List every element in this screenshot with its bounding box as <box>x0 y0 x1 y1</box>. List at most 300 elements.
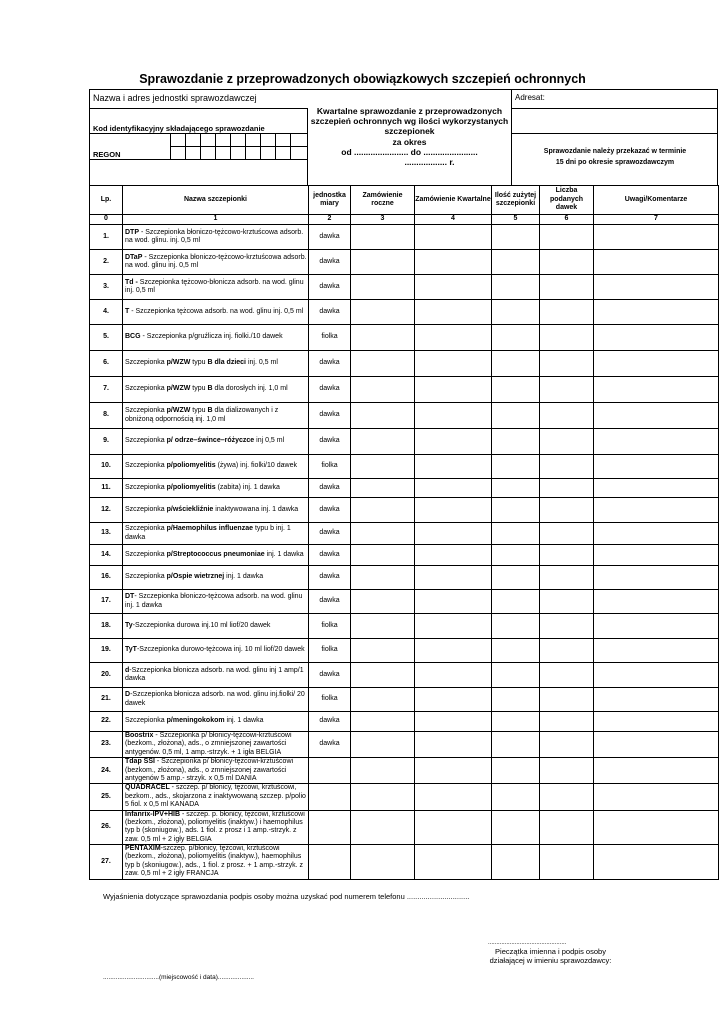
row-vaccine-name <box>123 614 309 639</box>
row-annual-order-cell[interactable] <box>351 784 415 810</box>
row-lp: 5. <box>90 325 123 351</box>
row-quarterly-order-cell[interactable] <box>415 758 492 784</box>
row-comments-cell[interactable] <box>594 614 719 639</box>
row-used-amount-cell[interactable] <box>492 377 540 403</box>
row-unit: dawka <box>309 545 351 566</box>
vaccine-name-part: -szczep. p/błonicy, tężcowi, krztuścowi (bezkom., złożona), poliomyelitis (inaktyw.), haemophilus typ b (skoniugow.), ads., 1 fiol. z prosz. + 1 amp.-strzyk. z zaw. 0,5 ml + 2 igły FRANCJA <box>125 845 303 878</box>
row-unit: dawka <box>309 523 351 545</box>
row-doses-given-cell[interactable] <box>540 225 594 250</box>
deadline-line-1: Sprawozdanie należy przekazać w terminie <box>543 148 687 155</box>
row-vaccine-name <box>123 845 309 880</box>
vaccine-name-part: Boostrix <box>125 732 154 739</box>
row-used-amount-cell[interactable] <box>492 351 540 377</box>
row-vaccine-name <box>123 758 309 784</box>
row-annual-order-cell[interactable] <box>351 498 415 523</box>
vaccine-name-part: Szczepionka <box>125 359 167 367</box>
row-used-amount-cell[interactable] <box>492 325 540 351</box>
row-quarterly-order-cell[interactable] <box>415 325 492 351</box>
row-comments-cell[interactable] <box>594 275 719 300</box>
row-used-amount-cell[interactable] <box>492 429 540 455</box>
row-comments-cell[interactable] <box>594 590 719 614</box>
row-annual-order-cell[interactable] <box>351 566 415 590</box>
vaccine-name-part: Szczepionka <box>125 462 167 470</box>
row-doses-given-cell[interactable] <box>540 377 594 403</box>
vaccine-name-part: inj. 1 dawka <box>224 717 264 725</box>
table-header-row <box>90 186 719 215</box>
row-comments-cell[interactable] <box>594 566 719 590</box>
row-unit: fiolka <box>309 455 351 479</box>
row-quarterly-order-cell[interactable] <box>415 455 492 479</box>
row-comments-cell[interactable] <box>594 758 719 784</box>
row-lp: 12. <box>90 498 123 523</box>
vaccine-name-part: T <box>125 307 130 315</box>
row-used-amount-cell[interactable] <box>492 639 540 663</box>
row-comments-cell[interactable] <box>594 250 719 275</box>
row-lp: 11. <box>90 479 123 498</box>
row-lp: 24. <box>90 758 123 784</box>
row-vaccine-name <box>123 479 309 498</box>
period-year: .................. r. <box>404 156 455 167</box>
row-quarterly-order-cell[interactable] <box>415 429 492 455</box>
row-annual-order-cell[interactable] <box>351 403 415 429</box>
stamp-signature-block <box>488 940 613 965</box>
table-row <box>90 325 719 351</box>
table-row <box>90 403 719 429</box>
row-comments-cell[interactable] <box>594 351 719 377</box>
row-doses-given-cell[interactable] <box>540 639 594 663</box>
row-quarterly-order-cell[interactable] <box>415 300 492 325</box>
table-row <box>90 758 719 784</box>
row-comments-cell[interactable] <box>594 688 719 712</box>
row-comments-cell[interactable] <box>594 784 719 810</box>
row-annual-order-cell[interactable] <box>351 590 415 614</box>
row-comments-cell[interactable] <box>594 479 719 498</box>
col-number: 6 <box>540 215 594 225</box>
row-used-amount-cell[interactable] <box>492 732 540 758</box>
report-title-line-2: szczepień ochronnych wg ilości wykorzystanych <box>310 116 509 127</box>
vaccine-name-part: (żywa) inj. fiolki/10 dawek <box>215 462 297 470</box>
row-doses-given-cell[interactable] <box>540 300 594 325</box>
row-lp: 19. <box>90 639 123 663</box>
row-used-amount-cell[interactable] <box>492 712 540 732</box>
vaccine-name-part: p/Haemophilus influenzae <box>166 525 253 533</box>
vaccine-name-part: p/wściekliźnie <box>166 505 214 513</box>
page-title: Sprawozdanie z przeprowadzonych obowiązkowych szczepień ochronnych <box>139 72 586 86</box>
row-used-amount-cell[interactable] <box>492 498 540 523</box>
row-vaccine-name <box>123 325 309 351</box>
row-lp: 20. <box>90 663 123 688</box>
vaccine-name-part: QUADRACEL <box>125 784 170 792</box>
row-annual-order-cell[interactable] <box>351 712 415 732</box>
table-row <box>90 663 719 688</box>
row-vaccine-name <box>123 403 309 429</box>
row-comments-cell[interactable] <box>594 639 719 663</box>
row-annual-order-cell[interactable] <box>351 275 415 300</box>
row-doses-given-cell[interactable] <box>540 455 594 479</box>
row-unit: dawka <box>309 732 351 758</box>
vaccine-name-part: D <box>125 691 131 699</box>
row-unit: dawka <box>309 712 351 732</box>
row-used-amount-cell[interactable] <box>492 250 540 275</box>
row-lp: 1. <box>90 225 123 250</box>
row-used-amount-cell[interactable] <box>492 275 540 300</box>
table-row <box>90 351 719 377</box>
vaccine-name-part: - Szczepionka p/ błonicy-tężcowi-krztuścowi (bezkom., złożona), ads., o zmniejszonej zawartości antygenów. 0,5 ml, 1 amp.-strzyk. + 1 igła BELGIA <box>125 732 292 756</box>
row-quarterly-order-cell[interactable] <box>415 351 492 377</box>
vaccine-name-part: -Szczepionka durowo-tężcowa inj. 10 ml liof/20 dawek <box>136 646 305 654</box>
row-used-amount-cell[interactable] <box>492 479 540 498</box>
table-row <box>90 300 719 325</box>
row-unit: dawka <box>309 250 351 275</box>
report-period-block <box>308 106 511 167</box>
row-used-amount-cell[interactable] <box>492 845 540 880</box>
row-vaccine-name <box>123 663 309 688</box>
vaccine-name-part: - Szczepionka p/gruźlicza inj. fiolki./10 dawek <box>140 333 283 341</box>
row-annual-order-cell[interactable] <box>351 225 415 250</box>
row-quarterly-order-cell[interactable] <box>415 639 492 663</box>
vaccine-name-part: p/poliomyelitis <box>166 483 216 491</box>
row-doses-given-cell[interactable] <box>540 479 594 498</box>
vaccine-name-part: inj 0,5 ml <box>254 437 285 445</box>
vaccine-name-part: Td - <box>125 278 140 286</box>
vaccine-name-part: p/Ospie wietrznej <box>166 573 225 581</box>
table-row <box>90 732 719 758</box>
row-vaccine-name <box>123 590 309 614</box>
row-quarterly-order-cell[interactable] <box>415 732 492 758</box>
table-row <box>90 614 719 639</box>
vaccine-name-part: DTaP <box>125 253 143 261</box>
col-number: 4 <box>415 215 492 225</box>
row-annual-order-cell[interactable] <box>351 325 415 351</box>
row-doses-given-cell[interactable] <box>540 351 594 377</box>
row-vaccine-name <box>123 498 309 523</box>
row-annual-order-cell[interactable] <box>351 663 415 688</box>
vaccine-name-part: inj. 1 dawka <box>264 550 304 558</box>
row-vaccine-name <box>123 275 309 300</box>
vaccine-name-part: Ty <box>125 621 133 629</box>
row-doses-given-cell[interactable] <box>540 325 594 351</box>
row-quarterly-order-cell[interactable] <box>415 498 492 523</box>
vaccine-name-part: -Szczepionka błonicza adsorb. na wod. glinu inj 1 amp/1 dawka <box>125 666 304 682</box>
table-row <box>90 566 719 590</box>
deadline-note <box>512 146 718 168</box>
row-vaccine-name <box>123 566 309 590</box>
row-doses-given-cell[interactable] <box>540 712 594 732</box>
row-doses-given-cell[interactable] <box>540 688 594 712</box>
vaccine-name-part: typu <box>190 385 208 393</box>
row-doses-given-cell[interactable] <box>540 758 594 784</box>
row-doses-given-cell[interactable] <box>540 523 594 545</box>
row-comments-cell[interactable] <box>594 225 719 250</box>
stamp-dots: ............................................... <box>488 940 567 946</box>
row-unit: dawka <box>309 377 351 403</box>
vaccine-name-part: DTP <box>125 228 139 236</box>
row-lp: 21. <box>90 688 123 712</box>
row-used-amount-cell[interactable] <box>492 225 540 250</box>
row-comments-cell[interactable] <box>594 523 719 545</box>
row-used-amount-cell[interactable] <box>492 403 540 429</box>
table-row <box>90 810 719 845</box>
addressee-label: Adresat: <box>515 93 545 102</box>
row-annual-order-cell[interactable] <box>351 429 415 455</box>
row-doses-given-cell[interactable] <box>540 566 594 590</box>
table-row <box>90 225 719 250</box>
table-row <box>90 479 719 498</box>
row-quarterly-order-cell[interactable] <box>415 377 492 403</box>
row-annual-order-cell[interactable] <box>351 351 415 377</box>
row-annual-order-cell[interactable] <box>351 688 415 712</box>
row-vaccine-name <box>123 639 309 663</box>
row-doses-given-cell[interactable] <box>540 663 594 688</box>
row-comments-cell[interactable] <box>594 455 719 479</box>
row-vaccine-name <box>123 688 309 712</box>
vaccine-name-part: - szczep. p. błonicy, tężcowi, krztuścowi (bezkom., złożona), poliomyelitis (inaktyw.) i haemophilus typ b (skoniugow.), ads. 1 fiol. z prosz i 1 amp.-strzyk. z zaw. 0,5 ml + 2 igły BELGIA <box>125 810 305 843</box>
row-unit: dawka <box>309 300 351 325</box>
vaccine-name-part: Szczepionka <box>125 505 167 513</box>
row-comments-cell[interactable] <box>594 377 719 403</box>
row-comments-cell[interactable] <box>594 300 719 325</box>
col-number: 7 <box>594 215 719 225</box>
vaccine-name-part: - Szczepionka błoniczo-tężcowo-krztuścowa adsorb. na wod. glinu inj. 0,5 ml <box>125 253 307 269</box>
row-doses-given-cell[interactable] <box>540 732 594 758</box>
row-used-amount-cell[interactable] <box>492 688 540 712</box>
row-quarterly-order-cell[interactable] <box>415 275 492 300</box>
col-header-doses-given: Liczba podanych dawek <box>540 186 594 215</box>
vaccine-name-part: typu b inj. 1 dawka <box>125 525 291 541</box>
row-doses-given-cell[interactable] <box>540 429 594 455</box>
row-doses-given-cell[interactable] <box>540 845 594 880</box>
row-quarterly-order-cell[interactable] <box>415 712 492 732</box>
row-comments-cell[interactable] <box>594 545 719 566</box>
col-number: 2 <box>309 215 351 225</box>
table-row <box>90 275 719 300</box>
row-quarterly-order-cell[interactable] <box>415 688 492 712</box>
row-lp: 13. <box>90 523 123 545</box>
row-annual-order-cell[interactable] <box>351 758 415 784</box>
vaccine-name-part: dla dorosłych inj. 1,0 ml <box>212 385 288 393</box>
vaccine-name-part: Szczepionka <box>125 385 167 393</box>
row-comments-cell[interactable] <box>594 663 719 688</box>
row-lp: 23. <box>90 732 123 758</box>
row-vaccine-name <box>123 377 309 403</box>
row-vaccine-name <box>123 732 309 758</box>
vaccine-name-part: d <box>125 666 130 674</box>
row-doses-given-cell[interactable] <box>540 498 594 523</box>
row-lp: 6. <box>90 351 123 377</box>
row-comments-cell[interactable] <box>594 845 719 880</box>
vaccine-name-part: DT <box>125 593 135 601</box>
row-lp: 27. <box>90 845 123 880</box>
row-doses-given-cell[interactable] <box>540 403 594 429</box>
col-number: 3 <box>351 215 415 225</box>
vaccine-name-part: BCG <box>125 333 141 341</box>
deadline-line-2: 15 dni po okresie sprawozdawczym <box>555 159 675 167</box>
row-used-amount-cell[interactable] <box>492 455 540 479</box>
row-comments-cell[interactable] <box>594 712 719 732</box>
row-doses-given-cell[interactable] <box>540 275 594 300</box>
row-annual-order-cell[interactable] <box>351 639 415 663</box>
row-quarterly-order-cell[interactable] <box>415 250 492 275</box>
row-used-amount-cell[interactable] <box>492 545 540 566</box>
row-annual-order-cell[interactable] <box>351 810 415 845</box>
row-annual-order-cell[interactable] <box>351 545 415 566</box>
row-doses-given-cell[interactable] <box>540 545 594 566</box>
row-lp: 7. <box>90 377 123 403</box>
row-vaccine-name <box>123 225 309 250</box>
row-doses-given-cell[interactable] <box>540 810 594 845</box>
row-vaccine-name <box>123 523 309 545</box>
row-quarterly-order-cell[interactable] <box>415 523 492 545</box>
table-row <box>90 455 719 479</box>
row-quarterly-order-cell[interactable] <box>415 810 492 845</box>
row-unit <box>309 810 351 845</box>
vaccine-name-part: inj. 1 dawka <box>224 573 264 581</box>
vaccine-name-part: Szczepionka <box>125 525 167 533</box>
row-unit: dawka <box>309 351 351 377</box>
row-vaccine-name <box>123 545 309 566</box>
row-annual-order-cell[interactable] <box>351 614 415 639</box>
row-annual-order-cell[interactable] <box>351 523 415 545</box>
vaccine-name-part: Szczepionka <box>125 573 167 581</box>
row-unit <box>309 845 351 880</box>
row-lp: 8. <box>90 403 123 429</box>
row-unit <box>309 784 351 810</box>
row-lp: 17. <box>90 590 123 614</box>
row-quarterly-order-cell[interactable] <box>415 614 492 639</box>
row-used-amount-cell[interactable] <box>492 758 540 784</box>
vaccine-name-part: p/ odrze–śwince–różyczce <box>166 437 255 445</box>
column-number-row <box>90 215 719 225</box>
vaccine-name-part: - Szczepionka błoniczo-tężcowo-krztuścowa adsorb. na wod. glinu. inj. 0,5 ml <box>125 228 304 244</box>
unit-name-label: Nazwa i adres jednostki sprawozdawczej <box>93 93 257 103</box>
col-header-comments: Uwagi/Komentarze <box>594 186 719 215</box>
row-lp: 4. <box>90 300 123 325</box>
vaccine-name-part: - Szczepionka błoniczo-tężcowa adsorb. na wod. glinu inj. 1 dawka <box>125 593 303 609</box>
row-unit: fiolka <box>309 325 351 351</box>
row-annual-order-cell[interactable] <box>351 300 415 325</box>
row-comments-cell[interactable] <box>594 498 719 523</box>
row-annual-order-cell[interactable] <box>351 250 415 275</box>
vaccine-name-part: Szczepionka <box>125 437 167 445</box>
vaccine-name-part: p/Streptococcus pneumoniae <box>166 550 265 558</box>
row-used-amount-cell[interactable] <box>492 566 540 590</box>
row-lp: 22. <box>90 712 123 732</box>
row-vaccine-name <box>123 250 309 275</box>
row-unit <box>309 758 351 784</box>
row-quarterly-order-cell[interactable] <box>415 590 492 614</box>
row-quarterly-order-cell[interactable] <box>415 545 492 566</box>
row-used-amount-cell[interactable] <box>492 590 540 614</box>
row-used-amount-cell[interactable] <box>492 523 540 545</box>
vaccine-name-part: B dla dzieci <box>207 359 246 367</box>
id-code-label: Kod identyfikacyjny składającego sprawozdanie <box>93 124 265 133</box>
row-doses-given-cell[interactable] <box>540 784 594 810</box>
vaccine-name-part: - Szczepionka p/ błonicy-tężcowi-krztuścowi (bezkom., złożona), ads., o zmniejszonej zawartości antygenów 5 amp.- strzyk. x 0,5 ml DANIA <box>125 758 294 782</box>
row-annual-order-cell[interactable] <box>351 732 415 758</box>
period-line: od ....................... do ....................... <box>341 146 478 157</box>
vaccine-name-part: Szczepionka <box>125 550 167 558</box>
vaccine-name-part: Infanrix-IPV+HIB <box>125 810 181 818</box>
row-quarterly-order-cell[interactable] <box>415 479 492 498</box>
vaccine-name-part: - Szczepionka tężcowa adsorb. na wod. glinu inj. 0,5 ml <box>129 307 304 315</box>
row-quarterly-order-cell[interactable] <box>415 225 492 250</box>
row-unit: dawka <box>309 479 351 498</box>
col-number: 1 <box>123 215 309 225</box>
row-lp: 9. <box>90 429 123 455</box>
row-vaccine-name <box>123 429 309 455</box>
vaccine-name-part: Szczepionka <box>125 717 167 725</box>
row-annual-order-cell[interactable] <box>351 455 415 479</box>
row-doses-given-cell[interactable] <box>540 590 594 614</box>
col-header-name: Nazwa szczepionki <box>123 186 309 215</box>
row-annual-order-cell[interactable] <box>351 845 415 880</box>
row-quarterly-order-cell[interactable] <box>415 403 492 429</box>
vaccine-name-part: (zabita) inj. 1 dawka <box>215 483 280 491</box>
row-unit: dawka <box>309 429 351 455</box>
vaccine-name-part: p/meningokokom <box>166 717 225 725</box>
table-row <box>90 712 719 732</box>
stamp-line-2: działającej w imieniu sprawozdawcy: <box>489 956 612 966</box>
row-used-amount-cell[interactable] <box>492 784 540 810</box>
row-lp: 3. <box>90 275 123 300</box>
col-header-lp: Lp. <box>90 186 123 215</box>
row-comments-cell[interactable] <box>594 732 719 758</box>
report-title-line-1: Kwartalne sprawozdanie z przeprowadzonych <box>316 106 503 116</box>
table-row <box>90 429 719 455</box>
row-doses-given-cell[interactable] <box>540 614 594 639</box>
row-unit: dawka <box>309 663 351 688</box>
row-used-amount-cell[interactable] <box>492 663 540 688</box>
col-header-unit: jednostka miary <box>309 186 351 215</box>
vaccine-name-part: p/WZW <box>166 385 191 393</box>
row-lp: 14. <box>90 545 123 566</box>
row-annual-order-cell[interactable] <box>351 479 415 498</box>
col-header-annual-order: Zamówienie roczne <box>351 186 415 215</box>
row-doses-given-cell[interactable] <box>540 250 594 275</box>
row-quarterly-order-cell[interactable] <box>415 845 492 880</box>
row-unit: dawka <box>309 403 351 429</box>
row-unit: dawka <box>309 225 351 250</box>
explanation-note: Wyjaśnienia dotyczące sprawozdania podpis osoby można uzyskać pod numerem telefonu .............................. <box>103 892 470 901</box>
vaccine-name-part: inj. 0,5 ml <box>246 359 278 367</box>
row-comments-cell[interactable] <box>594 403 719 429</box>
row-vaccine-name <box>123 712 309 732</box>
table-row <box>90 639 719 663</box>
row-used-amount-cell[interactable] <box>492 614 540 639</box>
report-title-line-3: szczepionek <box>384 126 435 137</box>
table-row <box>90 784 719 810</box>
vaccine-name-part: TyT <box>125 646 137 654</box>
row-unit: dawka <box>309 566 351 590</box>
row-comments-cell[interactable] <box>594 810 719 845</box>
row-unit: dawka <box>309 498 351 523</box>
row-comments-cell[interactable] <box>594 325 719 351</box>
row-lp: 10. <box>90 455 123 479</box>
row-used-amount-cell[interactable] <box>492 300 540 325</box>
row-comments-cell[interactable] <box>594 429 719 455</box>
row-annual-order-cell[interactable] <box>351 377 415 403</box>
row-used-amount-cell[interactable] <box>492 810 540 845</box>
vaccine-name-part: B <box>207 385 213 393</box>
row-quarterly-order-cell[interactable] <box>415 566 492 590</box>
row-quarterly-order-cell[interactable] <box>415 663 492 688</box>
row-unit: dawka <box>309 590 351 614</box>
row-quarterly-order-cell[interactable] <box>415 784 492 810</box>
table-row <box>90 545 719 566</box>
vaccine-name-part: typu <box>190 359 208 367</box>
row-unit: dawka <box>309 275 351 300</box>
col-number: 5 <box>492 215 540 225</box>
